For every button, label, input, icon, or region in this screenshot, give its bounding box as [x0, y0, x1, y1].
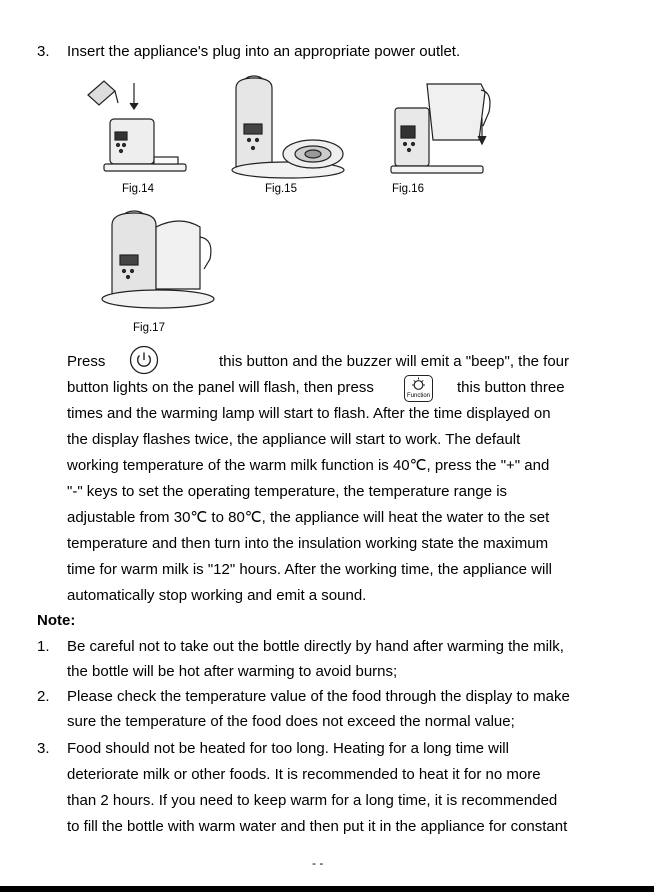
- note-text: Food should not be heated for too long. Heating for a long time will: [67, 740, 509, 757]
- page-bottom-border: [0, 886, 654, 892]
- instruction-line: time for warm milk is "12" hours. After the working time, the appliance will: [67, 561, 552, 578]
- figure-17-caption: Fig.17: [133, 322, 165, 334]
- note-text: Please check the temperature value of the food through the display to make: [67, 688, 570, 705]
- figure-14-caption: Fig.14: [122, 183, 154, 195]
- instruction-line-2a: button lights on the panel will flash, then press: [67, 379, 374, 396]
- figure-16-caption: Fig.16: [392, 183, 424, 195]
- figure-15-illustration: [228, 72, 368, 182]
- instruction-line-2b: this button three: [457, 379, 565, 396]
- page-number: - -: [312, 856, 324, 870]
- instruction-line: times and the warming lamp will start to flash. After the time displayed on: [67, 405, 551, 422]
- instruction-line: "-" keys to set the operating temperature, the temperature range is: [67, 483, 508, 500]
- figure-17-illustration: [100, 207, 220, 317]
- note-heading: Note:: [37, 612, 76, 629]
- note-text: than 2 hours. If you need to keep warm for a long time, it is recommended: [67, 792, 558, 809]
- instruction-line: the display flashes twice, the appliance will start to work. The default: [67, 431, 521, 448]
- note-text: deteriorate milk or other foods. It is recommended to heat it for no more: [67, 766, 541, 783]
- press-word: Press: [67, 353, 106, 370]
- note-text: Be careful not to take out the bottle directly by hand after warming the milk,: [67, 638, 564, 655]
- instruction-line: working temperature of the warm milk function is 40℃, press the "+" and: [67, 457, 550, 474]
- figure-14-illustration: [82, 77, 192, 182]
- instruction-line-1: this button and the buzzer will emit a "beep", the four: [219, 353, 570, 370]
- function-label: Function: [406, 393, 430, 399]
- note-number: 1.: [37, 638, 50, 655]
- note-number: 2.: [37, 688, 50, 705]
- power-button-icon: [129, 345, 159, 375]
- function-button-icon: [404, 375, 433, 402]
- instruction-line: adjustable from 30℃ to 80℃, the appliance will heat the water to the set: [67, 509, 550, 526]
- figure-16-illustration: [385, 78, 495, 183]
- note-text: to fill the bottle with warm water and then put it in the appliance for constant: [67, 818, 568, 835]
- step-number: 3.: [37, 43, 50, 60]
- note-text: the bottle will be hot after warming to avoid burns;: [67, 663, 398, 680]
- instruction-line: temperature and then turn into the insulation working state the maximum: [67, 535, 549, 552]
- step-text: Insert the appliance's plug into an appropriate power outlet.: [67, 43, 461, 60]
- instruction-line: automatically stop working and emit a sound.: [67, 587, 367, 604]
- note-text: sure the temperature of the food does not exceed the normal value;: [67, 713, 515, 730]
- note-number: 3.: [37, 740, 50, 757]
- figure-15-caption: Fig.15: [265, 183, 297, 195]
